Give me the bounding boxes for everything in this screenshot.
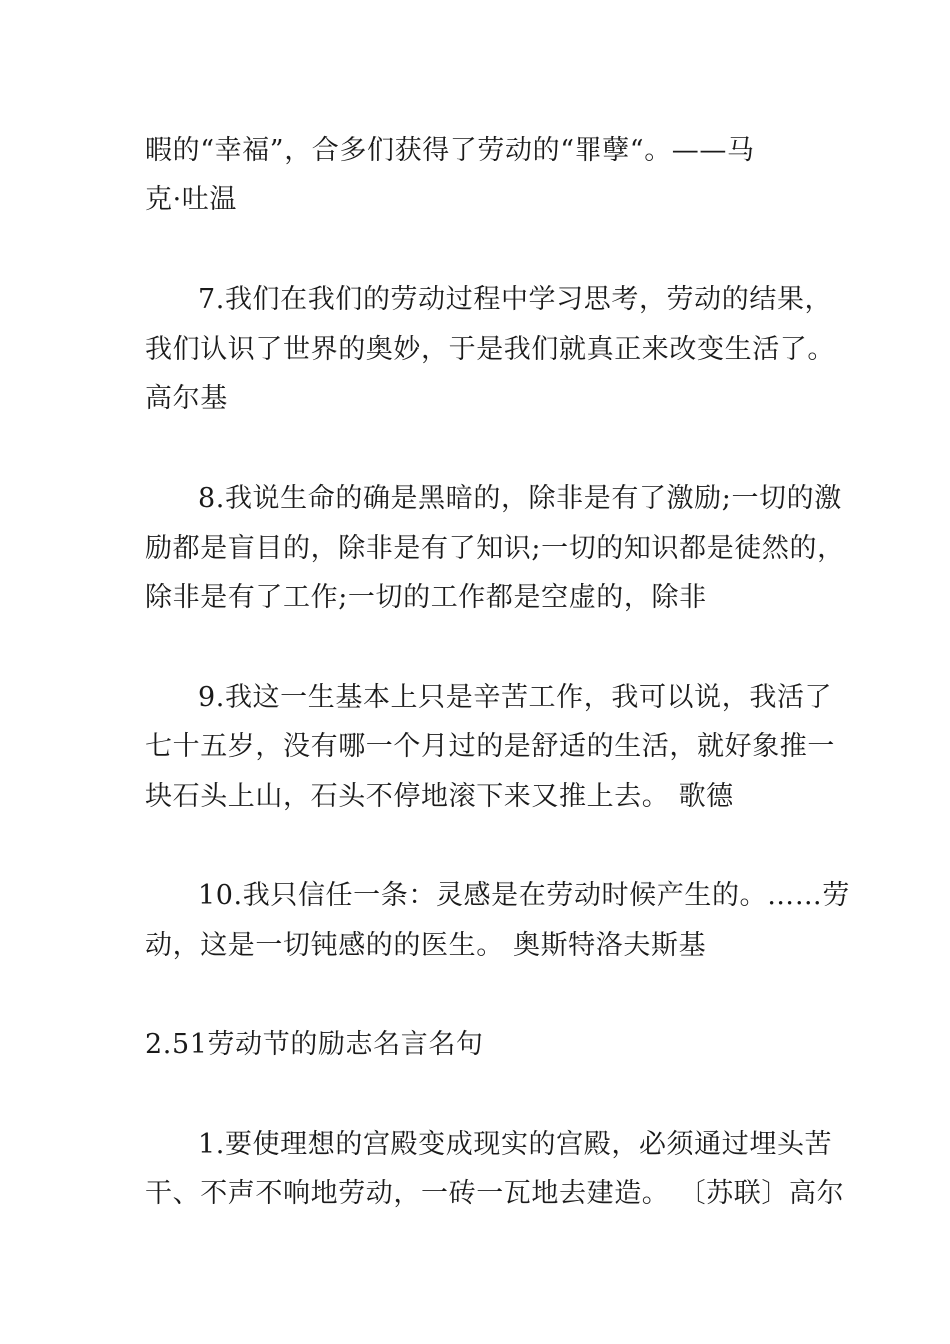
quote-8-line: 8.我说生命的确是黑暗的，除非是有了激励;一切的激	[198, 483, 842, 514]
quote-9-line: 9.我这一生基本上只是辛苦工作，我可以说，我活了	[198, 682, 833, 713]
text-line: 除非是有了工作;一切的工作都是空虚的，除非	[145, 582, 707, 613]
text-line: 励都是盲目的，除非是有了知识;一切的知识都是徒然的，	[145, 533, 845, 564]
text-line: 克·吐温	[145, 184, 237, 215]
section-heading: 2.51劳动节的励志名言名句	[145, 1029, 484, 1060]
quote-10-line: 10.我只信任一条：灵感是在劳动时候产生的。……劳	[198, 880, 850, 911]
text-line: 暇的“幸福”，合多们获得了劳动的“罪孽“。——马	[145, 135, 755, 166]
quote-1-line: 1.要使理想的宫殿变成现实的宫殿，必须通过埋头苦	[198, 1129, 833, 1160]
text-line: 干、不声不响地劳动，一砖一瓦地去建造。 〔苏联〕高尔	[145, 1178, 845, 1209]
text-line: 高尔基	[145, 383, 228, 414]
text-line: 动，这是一切钝感的的医生。 奥斯特洛夫斯基	[145, 930, 707, 961]
quote-7-line: 7.我们在我们的劳动过程中学习思考，劳动的结果，	[198, 284, 833, 315]
text-line: 我们认识了世界的奥妙，于是我们就真正来改变生活了。	[145, 334, 835, 365]
text-line: 块石头上山，石头不停地滚下来又推上去。 歌德	[145, 781, 734, 812]
text-line: 七十五岁，没有哪一个月过的是舒适的生活，就好象推一	[145, 731, 835, 762]
